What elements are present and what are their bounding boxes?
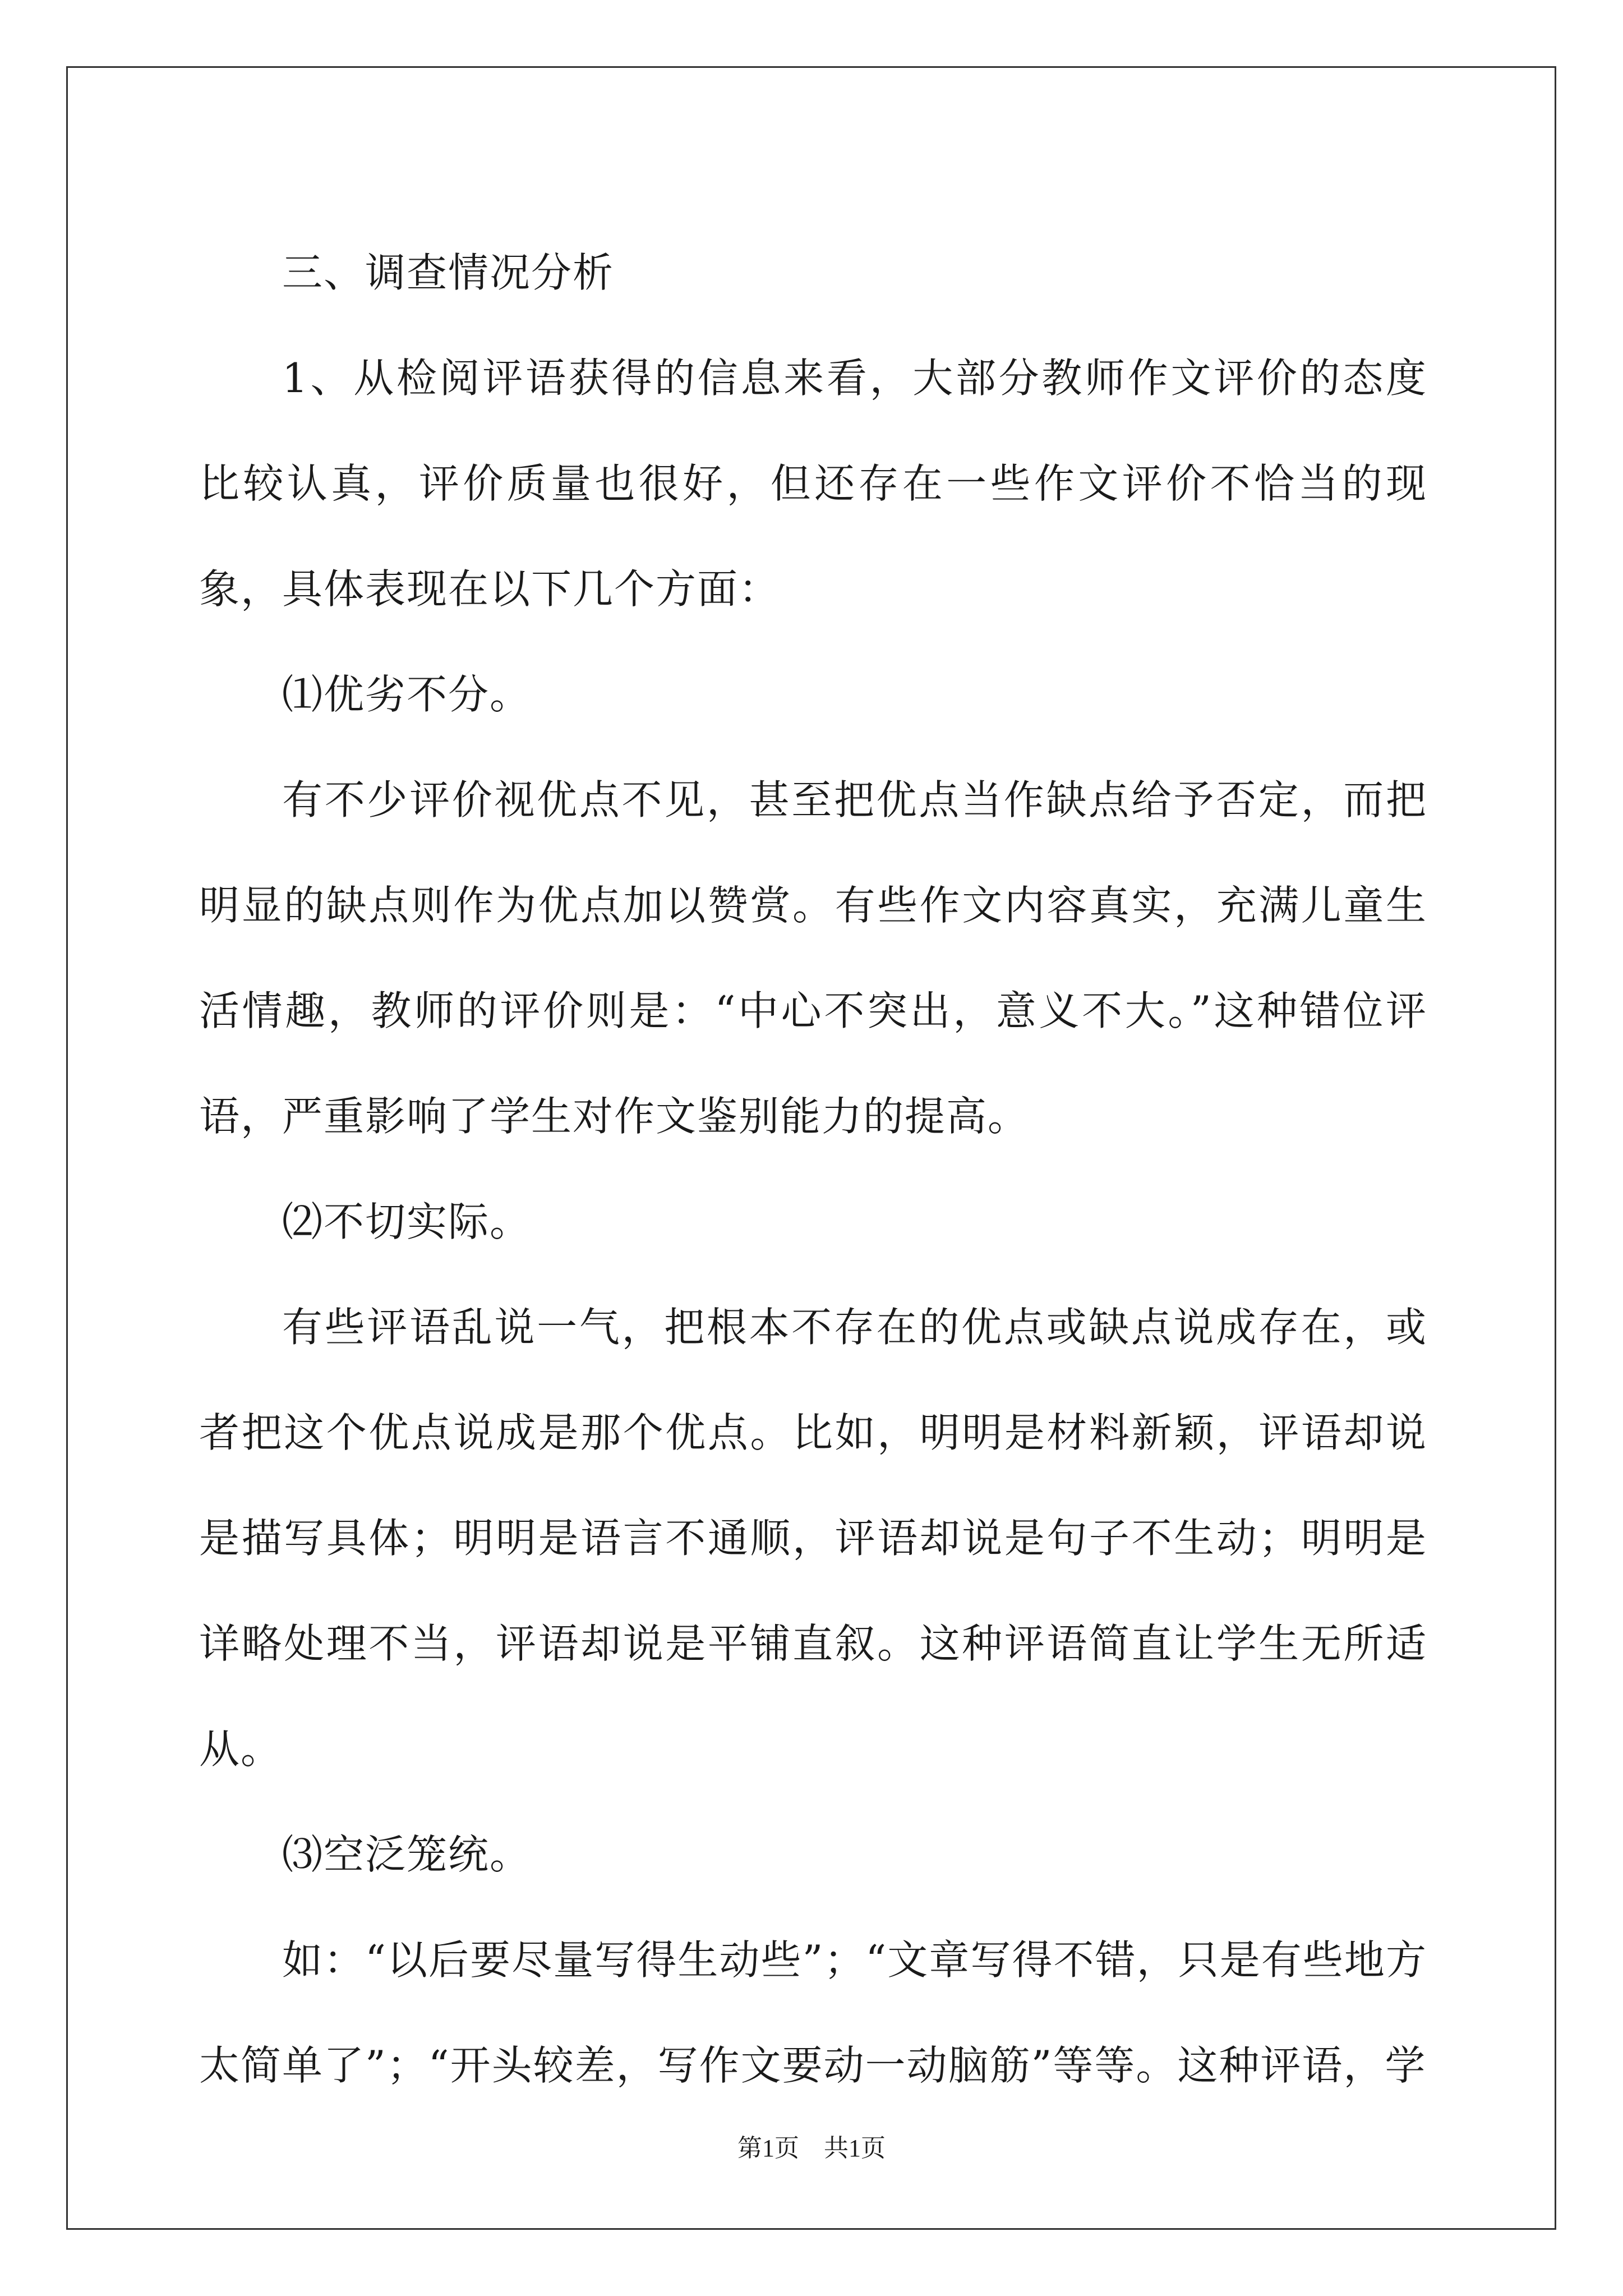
paragraph: 1、从检阅评语获得的信息来看，大部分教师作文评价的态度比较认真，评价质量也很好，但还存在一些作文评价不恰当的现象，具体表现在以下几个方面： — [199, 355, 1427, 613]
document-body — [199, 220, 1427, 2118]
paragraph: 有不少评价视优点不见，甚至把优点当作缺点给予否定，而把明显的缺点则作为优点加以赞赏。有些作文内容真实，充满儿童生活情趣，教师的评价则是：“中心不突出，意义不大。”这种错位评语，严重影响了学生对作文鉴别能力的提高。 — [199, 776, 1427, 1140]
subheading: ⑶空泛笼统。 — [282, 1831, 532, 1878]
subheading: ⑵不切实际。 — [282, 1198, 532, 1245]
subheading: ⑴优劣不分。 — [282, 671, 532, 718]
paragraph: 如：“以后要尽量写得生动些”；“文章写得不错，只是有些地方太简单了”；“开头较差，写作文要动一动脑筋”等等。这种评语，学 — [199, 1936, 1427, 2089]
paragraph: 有些评语乱说一气，把根本不存在的优点或缺点说成存在，或者把这个优点说成是那个优点。比如，明明是材料新颖，评语却说是描写具体；明明是语言不通顺，评语却说是句子不生动；明明是详略处理不当，评语却说是平铺直叙。这种评语简直让学生无所适从。 — [199, 1304, 1427, 1773]
page-number: 第1页 共1页 — [737, 2134, 886, 2162]
page-footer — [0, 2132, 1623, 2165]
section-heading: 三、调查情况分析 — [282, 249, 615, 296]
